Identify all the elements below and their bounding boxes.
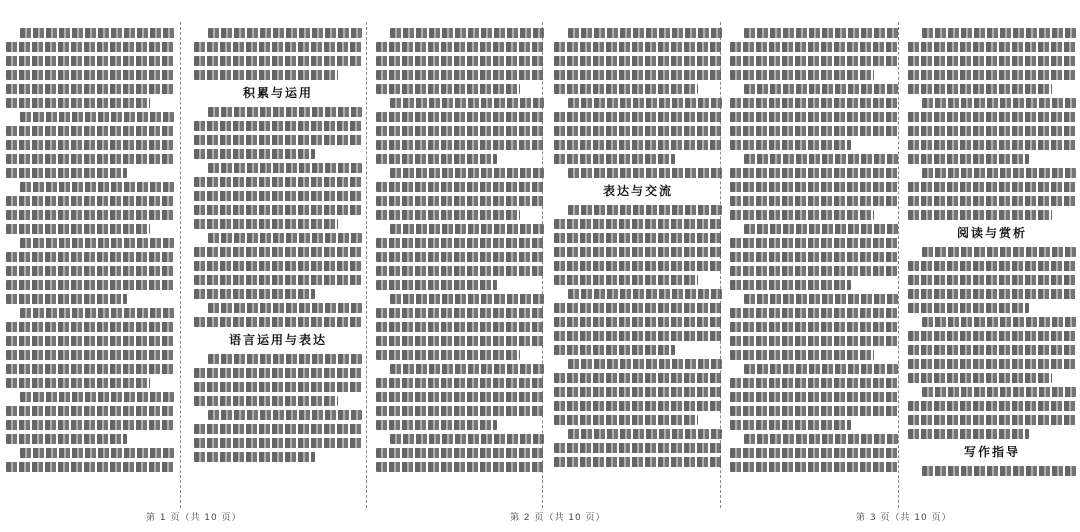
text-line xyxy=(376,154,497,164)
text-line xyxy=(908,126,1076,136)
text-line xyxy=(730,56,898,66)
text-line xyxy=(194,177,362,187)
text-line xyxy=(20,112,174,122)
section-heading: 写作指导 xyxy=(963,445,1020,459)
text-line xyxy=(908,261,1076,271)
text-line xyxy=(730,182,898,192)
text-line xyxy=(376,336,544,346)
text-line xyxy=(6,210,174,220)
text-line xyxy=(730,112,898,122)
text-line xyxy=(554,154,675,164)
text-line xyxy=(194,317,362,327)
text-line xyxy=(554,457,722,467)
text-line xyxy=(908,345,1076,355)
text-line xyxy=(6,98,150,108)
text-line xyxy=(376,322,544,332)
text-line xyxy=(568,359,722,369)
text-line xyxy=(194,424,362,434)
text-line xyxy=(6,434,127,444)
text-line xyxy=(376,42,544,52)
text-line xyxy=(908,415,1076,425)
text-line xyxy=(744,154,898,164)
text-line xyxy=(390,294,544,304)
text-line xyxy=(744,28,898,38)
text-line xyxy=(554,331,722,341)
text-line xyxy=(390,364,544,374)
text-line xyxy=(730,98,898,108)
text-line xyxy=(6,294,127,304)
text-column-6 xyxy=(908,28,1076,498)
text-line xyxy=(554,261,722,271)
text-line xyxy=(922,317,1076,327)
text-line xyxy=(6,140,174,150)
text-line xyxy=(730,42,898,52)
text-line xyxy=(730,406,898,416)
text-line xyxy=(568,429,722,439)
text-line xyxy=(554,415,698,425)
text-line xyxy=(6,70,174,80)
text-line xyxy=(922,387,1076,397)
text-column-1 xyxy=(6,28,174,498)
section-heading: 语言运用与表达 xyxy=(228,333,327,347)
text-line xyxy=(908,70,1076,80)
text-line xyxy=(376,210,520,220)
text-line xyxy=(6,168,127,178)
text-line xyxy=(376,378,544,388)
text-line xyxy=(194,42,362,52)
text-line xyxy=(6,196,174,206)
text-line xyxy=(730,392,898,402)
text-line xyxy=(922,98,1076,108)
text-line xyxy=(390,168,544,178)
text-line xyxy=(730,126,898,136)
text-line xyxy=(390,28,544,38)
section-heading: 阅读与赏析 xyxy=(956,226,1027,240)
text-line xyxy=(194,396,338,406)
text-line xyxy=(730,196,898,206)
text-line xyxy=(908,182,1076,192)
text-line xyxy=(568,168,722,178)
text-line xyxy=(554,56,722,66)
text-line xyxy=(376,56,544,66)
column-divider-2 xyxy=(366,22,367,508)
text-line xyxy=(730,210,874,220)
text-line xyxy=(194,56,362,66)
text-line xyxy=(6,350,174,360)
text-line xyxy=(730,280,851,290)
text-line xyxy=(6,224,150,234)
text-line xyxy=(390,434,544,444)
text-line xyxy=(554,140,722,150)
text-line xyxy=(194,121,362,131)
text-line xyxy=(744,294,898,304)
text-line xyxy=(908,210,1052,220)
text-line xyxy=(908,359,1076,369)
text-line xyxy=(554,303,722,313)
text-line xyxy=(744,434,898,444)
text-line xyxy=(908,401,1076,411)
text-line xyxy=(730,266,898,276)
text-line xyxy=(908,429,1029,439)
page-footer-3: 第 3 页（共 10 页） xyxy=(856,513,952,523)
text-line xyxy=(376,406,544,416)
text-line xyxy=(6,378,150,388)
text-column-3 xyxy=(376,28,544,498)
text-line xyxy=(194,289,315,299)
text-line xyxy=(6,266,174,276)
text-line xyxy=(554,112,722,122)
text-line xyxy=(208,303,362,313)
column-divider-5 xyxy=(898,22,899,508)
text-line xyxy=(390,98,544,108)
text-line xyxy=(194,149,315,159)
text-line xyxy=(376,84,520,94)
text-line xyxy=(6,364,174,374)
text-line xyxy=(730,252,898,262)
text-line xyxy=(730,378,898,388)
text-line xyxy=(554,317,722,327)
section-heading: 积累与运用 xyxy=(242,86,313,100)
text-line xyxy=(908,303,1029,313)
text-line xyxy=(6,154,174,164)
text-line xyxy=(376,70,544,80)
text-column-4 xyxy=(554,28,722,498)
page-footer-2: 第 2 页（共 10 页） xyxy=(510,513,606,523)
text-line xyxy=(908,140,1076,150)
text-line xyxy=(730,168,898,178)
text-line xyxy=(376,266,544,276)
text-line xyxy=(554,387,722,397)
text-line xyxy=(6,406,174,416)
text-line xyxy=(208,28,362,38)
text-line xyxy=(554,233,722,243)
text-line xyxy=(6,56,174,66)
text-line xyxy=(376,448,544,458)
text-line xyxy=(376,112,544,122)
text-line xyxy=(376,392,544,402)
text-line xyxy=(908,42,1076,52)
text-line xyxy=(376,420,497,430)
text-column-2 xyxy=(194,28,362,498)
text-line xyxy=(20,28,174,38)
text-line xyxy=(194,247,362,257)
text-line xyxy=(568,98,722,108)
column-divider-1 xyxy=(180,22,181,508)
text-line xyxy=(194,261,362,271)
text-line xyxy=(730,462,898,472)
text-line xyxy=(554,126,722,136)
text-line xyxy=(376,140,544,150)
text-line xyxy=(6,462,174,472)
page-footer-1: 第 1 页（共 10 页） xyxy=(146,513,242,523)
text-line xyxy=(730,238,898,248)
text-line xyxy=(730,70,874,80)
text-line xyxy=(376,308,544,318)
text-line xyxy=(20,448,174,458)
text-line xyxy=(6,252,174,262)
text-line xyxy=(554,401,722,411)
text-line xyxy=(908,196,1076,206)
text-line xyxy=(730,350,874,360)
text-line xyxy=(208,163,362,173)
text-line xyxy=(376,126,544,136)
text-line xyxy=(908,84,1052,94)
text-line xyxy=(554,247,722,257)
text-line xyxy=(376,196,544,206)
text-line xyxy=(6,336,174,346)
text-line xyxy=(554,84,698,94)
text-line xyxy=(908,331,1076,341)
text-line xyxy=(730,322,898,332)
text-line xyxy=(194,368,362,378)
text-line xyxy=(194,382,362,392)
text-line xyxy=(6,280,174,290)
text-line xyxy=(6,322,174,332)
text-line xyxy=(568,289,722,299)
text-line xyxy=(20,308,174,318)
text-line xyxy=(376,350,520,360)
text-line xyxy=(908,373,1052,383)
text-line xyxy=(208,107,362,117)
text-line xyxy=(730,140,851,150)
text-line xyxy=(208,233,362,243)
text-line xyxy=(554,373,722,383)
text-line xyxy=(922,466,1076,476)
text-line xyxy=(730,420,851,430)
text-line xyxy=(554,219,722,229)
text-line xyxy=(6,420,174,430)
text-line xyxy=(730,336,898,346)
text-line xyxy=(390,224,544,234)
text-line xyxy=(376,252,544,262)
text-line xyxy=(194,438,362,448)
text-line xyxy=(194,219,338,229)
text-line xyxy=(6,84,174,94)
text-line xyxy=(568,28,722,38)
text-line xyxy=(730,308,898,318)
text-line xyxy=(922,168,1076,178)
text-line xyxy=(194,452,315,462)
text-line xyxy=(194,191,362,201)
text-line xyxy=(554,443,722,453)
text-line xyxy=(908,154,1029,164)
text-column-5 xyxy=(730,28,898,498)
text-line xyxy=(568,205,722,215)
text-line xyxy=(908,289,1076,299)
text-line xyxy=(194,275,362,285)
text-line xyxy=(194,205,362,215)
text-line xyxy=(20,238,174,248)
text-line xyxy=(908,112,1076,122)
text-line xyxy=(376,182,544,192)
section-heading: 表达与交流 xyxy=(602,184,673,198)
text-line xyxy=(908,56,1076,66)
text-line xyxy=(922,247,1076,257)
text-line xyxy=(554,275,698,285)
text-line xyxy=(194,135,362,145)
text-line xyxy=(208,354,362,364)
text-line xyxy=(908,275,1076,285)
text-line xyxy=(376,462,544,472)
text-line xyxy=(730,448,898,458)
text-line xyxy=(554,345,675,355)
text-line xyxy=(744,364,898,374)
text-line xyxy=(208,410,362,420)
text-line xyxy=(744,224,898,234)
text-line xyxy=(376,238,544,248)
text-line xyxy=(6,42,174,52)
text-line xyxy=(20,392,174,402)
text-line xyxy=(922,28,1076,38)
text-line xyxy=(554,70,722,80)
text-line xyxy=(554,42,722,52)
text-line xyxy=(20,182,174,192)
text-line xyxy=(6,126,174,136)
text-line xyxy=(376,280,497,290)
text-line xyxy=(744,84,898,94)
text-line xyxy=(194,70,338,80)
